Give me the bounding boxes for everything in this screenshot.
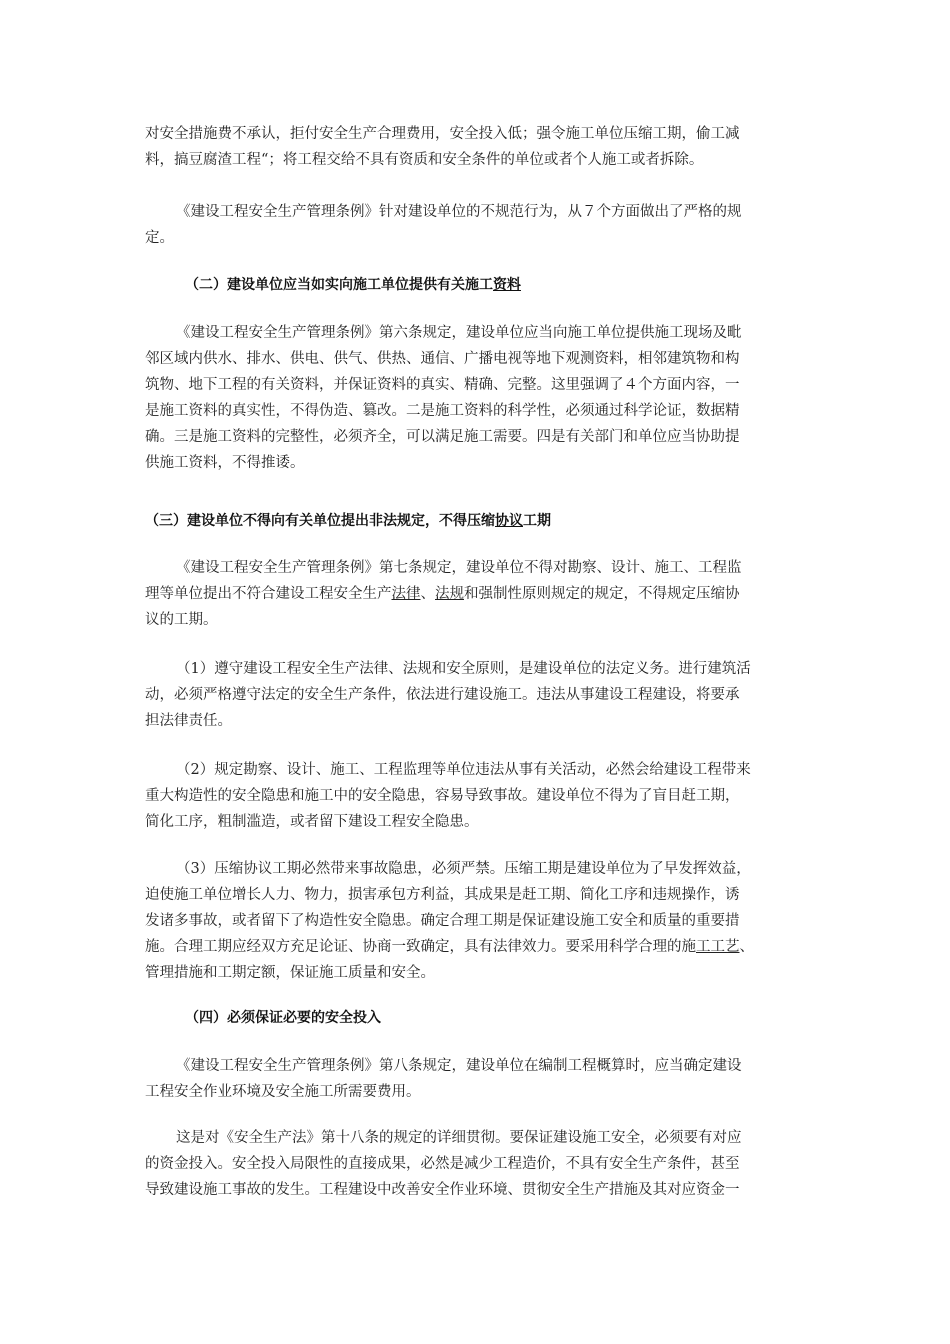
text-line: 确。三是施工资料的完整性，必须齐全，可以满足施工需要。四是有关部门和单位应当协助提 — [145, 429, 740, 445]
text-line: 筑物、地下工程的有关资料，并保证资料的真实、精确、完整。这里强调了４个方面内容，一 — [145, 377, 740, 393]
paragraph-5 — [145, 656, 810, 734]
text-line: 《建设工程安全生产管理条例》第八条规定，建设单位在编制工程概算时，应当确定建设 — [176, 1058, 742, 1074]
link-xieyi[interactable]: 协议 — [495, 513, 523, 529]
text-line: （3）压缩协议工期必然带来事故隐患，必须严禁。压缩工期是建设单位为了早发挥效益， — [176, 861, 751, 877]
paragraph-6 — [145, 757, 810, 835]
text-segment: 施。合理工期应经双方充足论证、协商一致确定，具有法律效力。要采用科学合理的施 — [145, 939, 696, 955]
text-segment: 理等单位提出不符合建设工程安全生产 — [145, 586, 392, 602]
link-fagui[interactable]: 法规 — [435, 586, 464, 602]
text-line: 发诸多事故，或者留下了构造性安全隐患。确定合理工期是保证建设施工安全和质量的重要措 — [145, 913, 740, 929]
text-line: 料，搞豆腐渣工程“；将工程交给不具有资质和安全条件的单位或者个人施工或者拆除。 — [145, 152, 704, 168]
text-line: （1）遵守建设工程安全生产法律、法规和安全原则，是建设单位的法定义务。进行建筑活 — [176, 661, 751, 677]
paragraph-2 — [145, 199, 810, 251]
section-heading-2 — [145, 272, 850, 298]
text-line: 管理措施和工期定额，保证施工质量和安全。 — [145, 965, 435, 981]
text-line: 定。 — [145, 230, 174, 246]
text-line: 工程安全作业环境及安全施工所需要费用。 — [145, 1084, 421, 1100]
text-line: 议的工期。 — [145, 612, 218, 628]
heading-text: （二）建设单位应当如实向施工单位提供有关施工 — [185, 277, 493, 293]
link-gongyi[interactable]: 工工艺 — [696, 939, 740, 955]
paragraph-3 — [145, 320, 810, 476]
paragraph-7 — [145, 856, 810, 986]
text-line: 邻区域内供水、排水、供电、供气、供热、通信、广播电视等地下观测资料，相邻建筑物和构 — [145, 351, 740, 367]
text-line: 简化工序，粗制滥造，或者留下建设工程安全隐患。 — [145, 814, 479, 830]
text-line: 这是对《安全生产法》第十八条的规定的详细贯彻。要保证建设施工安全，必须要有对应 — [176, 1130, 742, 1146]
heading-text: 工期 — [523, 513, 551, 529]
text-line: 是施工资料的真实性，不得伪造、篡改。二是施工资料的科学性，必须通过科学论证，数据精 — [145, 403, 740, 419]
paragraph-9 — [145, 1125, 810, 1203]
text-line: 供施工资料，不得推诿。 — [145, 455, 305, 471]
paragraph-1 — [145, 121, 810, 173]
text-segment: 、 — [420, 586, 435, 602]
text-line: 《建设工程安全生产管理条例》针对建设单位的不规范行为，从７个方面做出了严格的规 — [176, 204, 742, 220]
heading-text: （三）建设单位不得向有关单位提出非法规定，不得压缩 — [145, 513, 495, 529]
text-line: 《建设工程安全生产管理条例》第六条规定，建设单位应当向施工单位提供施工现场及毗 — [176, 325, 742, 341]
paragraph-4 — [145, 555, 810, 633]
text-line — [145, 934, 810, 960]
text-segment: 、 — [739, 939, 754, 955]
text-line: 重大构造性的安全隐患和施工中的安全隐患，容易导致事故。建设单位不得为了盲目赶工期， — [145, 788, 740, 804]
text-line: 导致建设施工事故的发生。工程建设中改善安全作业环境、贯彻安全生产措施及其对应资金一 — [145, 1182, 740, 1198]
paragraph-8 — [145, 1053, 810, 1105]
text-line — [145, 581, 810, 607]
link-ziliao[interactable]: 资料 — [493, 277, 521, 293]
text-line: 迫使施工单位增长人力、物力，损害承包方利益，其成果是赶工期、简化工序和违规操作，诱 — [145, 887, 740, 903]
text-line: 《建设工程安全生产管理条例》第七条规定，建设单位不得对勘察、设计、施工、工程监 — [176, 560, 742, 576]
text-line: 动，必须严格遵守法定的安全生产条件，依法进行建设施工。违法从事建设工程建设，将要承 — [145, 687, 740, 703]
text-line: 的资金投入。安全投入局限性的直接成果，必然是减少工程造价，不具有安全生产条件，甚至 — [145, 1156, 740, 1172]
text-segment: 和强制性原则规定的规定，不得规定压缩协 — [464, 586, 740, 602]
section-heading-4: （四）必须保证必要的安全投入 — [185, 1010, 381, 1026]
section-heading-3 — [145, 508, 810, 534]
link-falv[interactable]: 法律 — [391, 586, 421, 602]
text-line: 担法律责任。 — [145, 713, 232, 729]
text-line: 对安全措施费不承认，拒付安全生产合理费用，安全投入低；强令施工单位压缩工期，偷工减 — [145, 126, 740, 142]
text-line: （2）规定勘察、设计、施工、工程监理等单位违法从事有关活动，必然会给建设工程带来 — [176, 762, 751, 778]
